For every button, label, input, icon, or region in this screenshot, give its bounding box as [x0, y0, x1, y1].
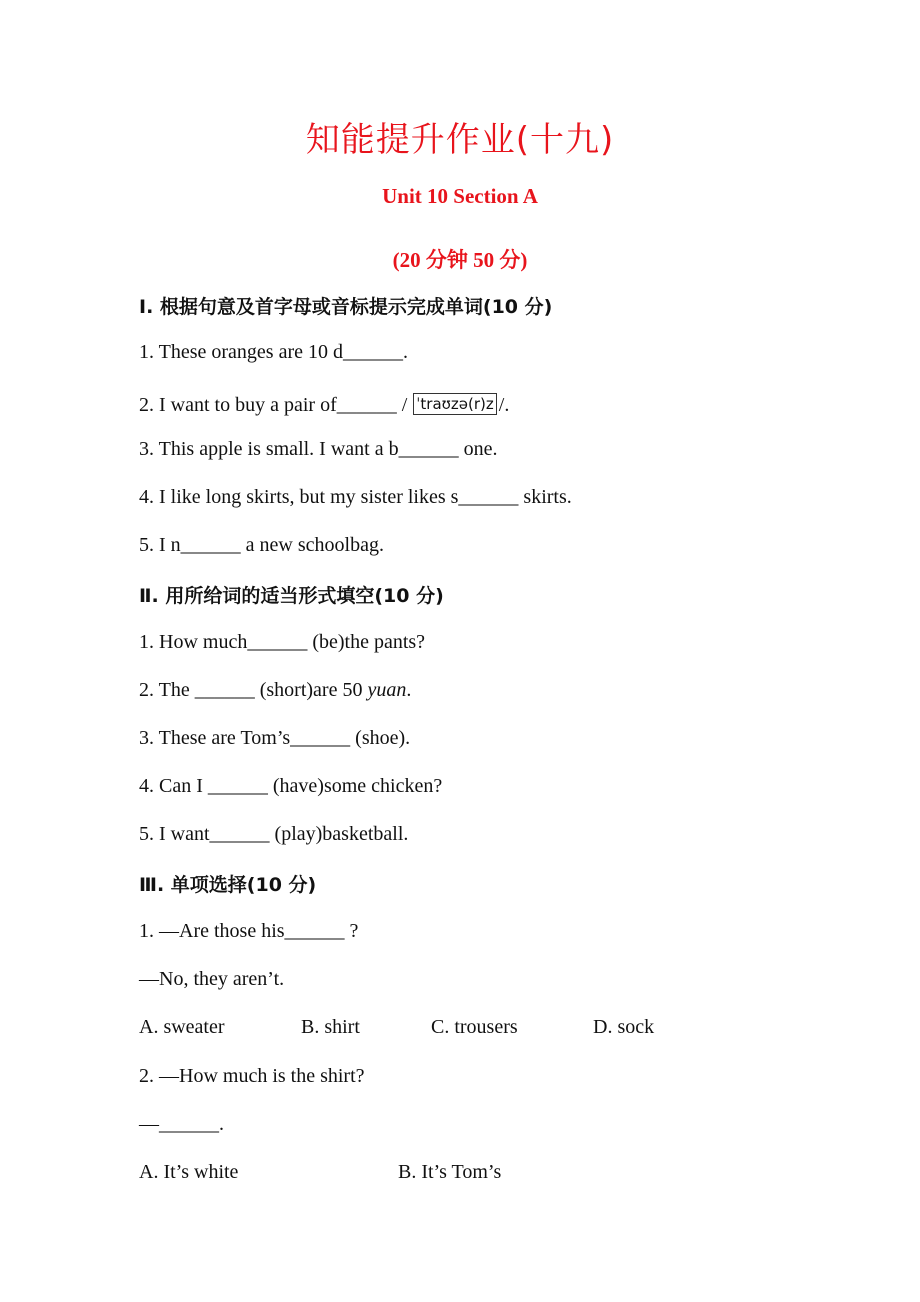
s2-question-3: 3. These are Tom’s______ (shoe). [139, 727, 411, 749]
s3-q2-option-b: B. It’s Tom’s [398, 1161, 502, 1183]
page-title: 知能提升作业(十九) [305, 120, 615, 160]
s3-q2-option-a: A. It’s white [139, 1161, 239, 1183]
s3-question-2: 2. —How much is the shirt? [139, 1065, 365, 1087]
s2-q2-text: 2. The ______ (short)are 50 [139, 679, 368, 701]
s2-q2-italic: yuan [367, 679, 407, 701]
section-2-heading: Ⅱ. 用所给词的适当形式填空(10 分) [139, 585, 444, 607]
s2-question-5: 5. I want______ (play)basketball. [139, 823, 409, 845]
s1-question-5: 5. I n______ a new schoolbag. [139, 534, 384, 556]
s2-q2-end: . [406, 679, 412, 701]
s3-question-1: 1. —Are those his______ ? [139, 920, 359, 942]
s2-question-1: 1. How much______ (be)the pants? [139, 631, 426, 653]
s1-question-3: 3. This apple is small. I want a b______ one. [139, 438, 498, 460]
phonetic-box: ˈtraʊzə(r)z [413, 393, 496, 415]
s3-q1-answer: —No, they aren’t. [139, 968, 285, 990]
s1-q2-text: 2. I want to buy a pair of______ / [139, 394, 408, 416]
section-3-heading: Ⅲ. 单项选择(10 分) [139, 874, 317, 896]
s2-question-4: 4. Can I ______ (have)some chicken? [139, 775, 443, 797]
s1-question-2 [139, 393, 509, 417]
section-1-heading: Ⅰ. 根据句意及首字母或音标提示完成单词(10 分) [139, 296, 553, 318]
time-score-info: (20 分钟 50 分) [392, 248, 528, 272]
s1-q2-end: /. [498, 394, 510, 416]
s1-question-4: 4. I like long skirts, but my sister likes s______ skirts. [139, 486, 572, 508]
s3-q1-option-c: C. trousers [431, 1016, 518, 1038]
unit-subtitle: Unit 10 Section A [382, 184, 538, 208]
s3-q2-answer: —______. [139, 1113, 224, 1135]
s3-q1-option-a: A. sweater [139, 1016, 225, 1038]
s1-question-1: 1. These oranges are 10 d______. [139, 341, 409, 363]
s2-question-2 [139, 679, 411, 702]
s3-q1-option-d: D. sock [593, 1016, 655, 1038]
s3-q1-option-b: B. shirt [301, 1016, 360, 1038]
